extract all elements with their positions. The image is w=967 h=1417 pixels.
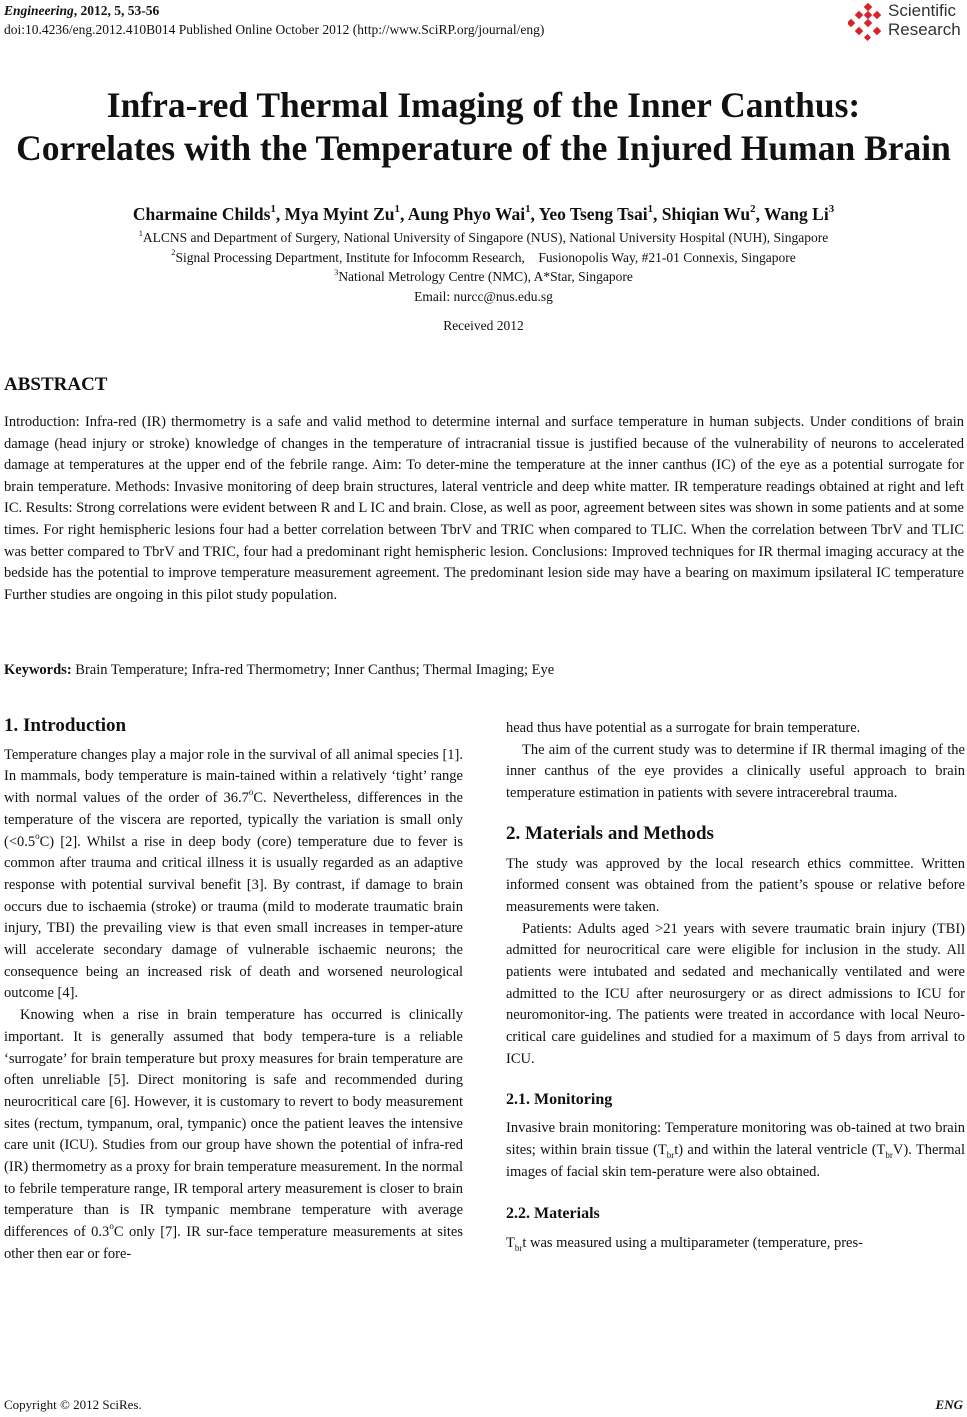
- logo-line-2: Research: [888, 20, 961, 39]
- paragraph: The aim of the current study was to determine if IR thermal imaging of the inner canthus of the eye provides a clinically useful approach to brain temperature estimation in patients with severe intracerebral trauma.: [506, 741, 965, 802]
- abstract-text: Introduction: Infra-red (IR) thermometry is a safe and valid method to determine internal and surface temperature in human subjects. Under conditions of brain damage (head injury or stroke) knowledge of changes in the temperature of intracranial tissue is justified because of the vulnerability of neurons to accelerated damage at temperatures at the upper end of the febrile range. Aim: To deter-mine the temperature at the inner canthus (IC) of the eye as a potential surrogate for brain temperature. Methods: Invasive monitoring of deep brain structures, lateral ventricle and deep white matter. IR temperature readings obtained at right and left IC. Results: Strong correlations were evident between R and L IC and brain. Close, as well as poor, agreement between sites was shown in some patients and at some times. For right hemispheric lesions four had a better correlation between TbrV and TRIC when compared to TLIC. When the correlation between TbrV and TLIC was better compared to TbrV and TRIC, four had a predominant right hemispheric lesion. Conclusions: Improved techniques for IR thermal imaging accuracy at the bedside has the potential to improve temperature measurement agreement. The predominant lesion side may have a bearing on maximum ipsilateral IC temperature Further studies are ongoing in this pilot study population.: [4, 414, 964, 603]
- journal-abbreviation: ENG: [935, 1397, 963, 1412]
- title-line-2: Correlates with the Temperature of the Injured Human Brain: [16, 128, 951, 168]
- contact-email[interactable]: Email: nurcc@nus.edu.sg: [414, 288, 553, 304]
- copyright: Copyright © 2012 SciRes.: [4, 1397, 142, 1412]
- logo-text: [888, 1, 961, 39]
- paragraph: Knowing when a rise in brain temperature has occurred is clinically important. It is generally assumed that body tempera-ture is a reliable ‘surrogate’ for brain temperature but proxy measures for brain temperature are often unreliable [5]. Direct monitoring is safe and recommended during neurocritical care [6]. However, it is customary to revert to body measurement sites (rectum, tympanum, oral, tympanic) once the patient leaves the intensive care unit (ICU). Studies from our group have shown the potential of infra-red (IR) thermometry as a proxy for brain temperature measurement. In the normal to febrile temperature range, IR temporal artery measurement is closer to brain temperature than is IR tympanic membrane temperature with average differences of 0.3$^o$C only [7]. IR sur-face temperature measurements at sites other then ear or fore-: [4, 1007, 463, 1262]
- title-line-1: Infra-red Thermal Imaging of the Inner Canthus:: [106, 85, 861, 125]
- citation-line: [4, 1, 544, 20]
- subsection-heading-monitoring: 2.1. Monitoring: [506, 1090, 613, 1108]
- author: Charmaine Childs$^1$,: [132, 203, 285, 224]
- affiliation: $^2$Signal Processing Department, Institute for Infocomm Research, Fusionopolis Way, #21-01 Connexis, Singapore: [171, 248, 796, 265]
- paragraph: Temperature changes play a major role in the survival of all animal species [1]. In mammals, body temperature is main-tained within a relatively ‘tight’ range with normal values of the order of 36.7$^o$C. Nevertheless, differences in the temperature of the viscera are reported, typically the variation is small only $(<0.5^oC)$ [2]. Whilst a rise in deep body (core) temperature due to fever is common after trauma and critical illness it is usually regarded as an adaptive response with potential survival benefit [3]. By contrast, if damage to brain occurs due to ischaemia (stroke) or trauma (mild to moderate traumatic brain injury, TBI) the prevailing view is that even small increases in temper-ature will accelerate secondary damage of vulnerable ischaemic neurons; the consequence being an increased risk of death and worsened neurological outcome [4].: [4, 746, 463, 1002]
- affiliation: $^1$ALCNS and Department of Surgery, National University of Singapore (NUS), National University Hospital (NUH), Singapore: [138, 228, 829, 245]
- paragraph: Invasive brain monitoring: Temperature monitoring was ob-tained at two brain sites; within brain tissue $(T_{br}t)$ and within the lateral ventricle $(T_{br}V)$. Thermal images of facial skin tem-perature were also obtained.: [506, 1120, 966, 1180]
- author: Shiqian Wu$^2$,: [661, 203, 764, 224]
- author: Aung Phyo Wai$^1$,: [407, 203, 539, 224]
- keywords-text: Brain Temperature; Infra-red Thermometry; Inner Canthus; Thermal Imaging; Eye: [71, 662, 555, 678]
- author-list: [0, 203, 967, 225]
- author: Yeo Tseng Tsai$^1$,: [538, 203, 662, 224]
- author: Mya Myint Zu$^1$,: [284, 203, 408, 224]
- affiliations: [0, 228, 967, 306]
- paragraph: Patients: Adults aged >21 years with severe traumatic brain injury (TBI) admitted for neurocritical care were eligible for inclusion in the study. All patients were intubated and sedated and mechanically ventilated and were admitted to the ICU after neurosurgery or as direct admissions to ICU for neuromonitor-ing. The patients were treated in accordance with local Neuro-critical care guidelines and studied for a maximum of 5 days from arrival to ICU.: [506, 920, 965, 1067]
- abstract-heading: ABSTRACT: [4, 374, 108, 395]
- paragraph: The study was approved by the local research ethics committee. Written informed consent was obtained from the patient’s spouse or relative before measurements were taken.: [506, 855, 965, 915]
- journal-name: Engineering: [4, 3, 74, 18]
- page-footer: [4, 1397, 963, 1413]
- logo-mark-icon: [848, 2, 888, 42]
- paragraph: head thus have potential as a surrogate for brain temperature.: [506, 720, 861, 736]
- publisher-logo: [848, 0, 966, 44]
- keywords-label: Keywords:: [4, 662, 72, 678]
- affiliation: $^3$National Metrology Centre (NMC), A*Star, Singapore: [334, 267, 633, 284]
- section-heading-introduction: 1. Introduction: [4, 715, 127, 736]
- left-column: [4, 715, 463, 1266]
- journal-header: [4, 1, 544, 39]
- journal-citation: , 2012, 5, 53-56: [73, 3, 160, 18]
- paragraph: $T_{br}t$ was measured using a multiparameter (temperature, pres-: [506, 1235, 863, 1253]
- paper-title: [0, 84, 967, 170]
- received-date: Received 2012: [443, 318, 524, 333]
- subsection-heading-materials: 2.2. Materials: [506, 1205, 600, 1223]
- section-heading-methods: 2. Materials and Methods: [506, 822, 714, 844]
- keywords: [4, 662, 554, 679]
- logo-line-1: Scientific: [888, 1, 957, 20]
- author: Wang Li$^3$: [764, 203, 835, 224]
- right-column: [506, 718, 965, 1255]
- doi-line: doi:10.4236/eng.2012.410B014 Published Online October 2012 (http://www.SciRP.org/journal/eng): [4, 22, 545, 37]
